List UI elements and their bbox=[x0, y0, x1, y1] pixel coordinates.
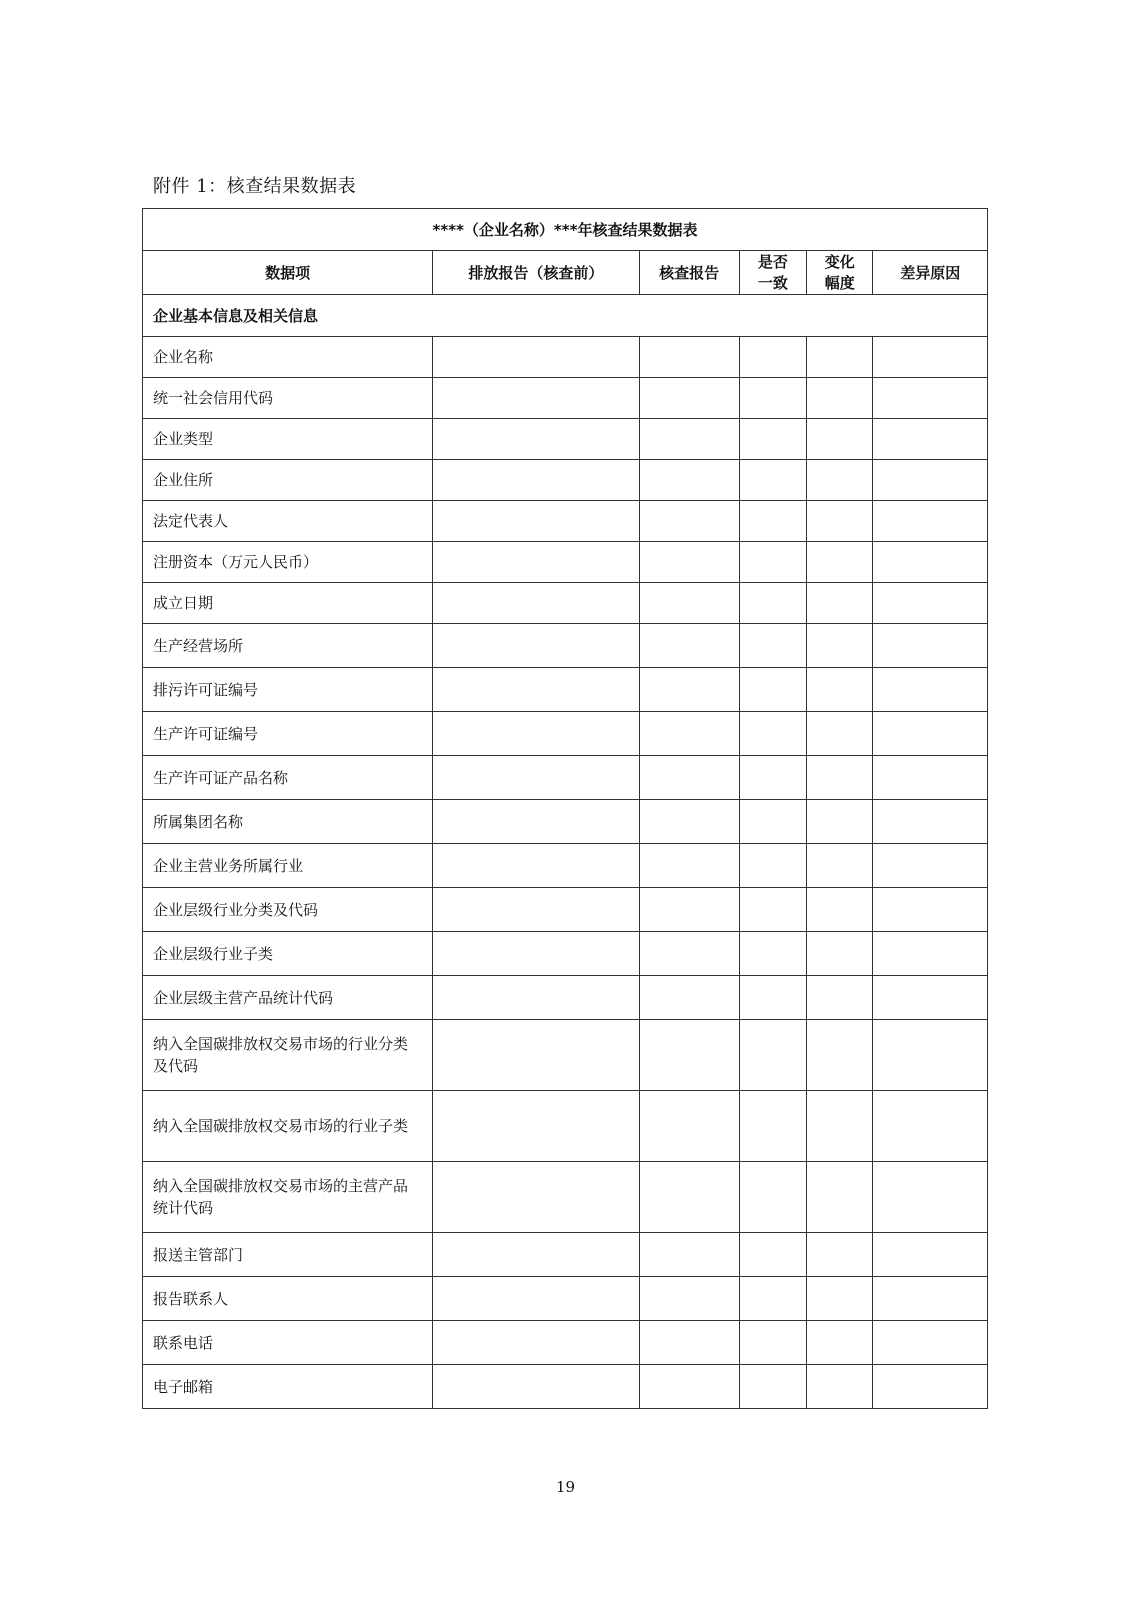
row-label: 纳入全国碳排放权交易市场的行业子类 bbox=[143, 1091, 433, 1162]
cell-change bbox=[807, 1277, 873, 1321]
header-change-line1: 变化 bbox=[824, 252, 855, 271]
cell-change bbox=[807, 844, 873, 888]
cell-consistent bbox=[739, 844, 806, 888]
cell-change bbox=[807, 976, 873, 1020]
cell-verified bbox=[639, 501, 739, 542]
table-row bbox=[143, 1091, 988, 1162]
cell-reason bbox=[873, 712, 988, 756]
header-consistent bbox=[739, 251, 806, 295]
row-label: 企业类型 bbox=[143, 419, 433, 460]
cell-reason bbox=[873, 1365, 988, 1409]
cell-consistent bbox=[739, 1020, 806, 1091]
table-row bbox=[143, 542, 988, 583]
row-label: 企业层级主营产品统计代码 bbox=[143, 976, 433, 1020]
cell-verified bbox=[639, 932, 739, 976]
table-row bbox=[143, 800, 988, 844]
cell-change bbox=[807, 1321, 873, 1365]
row-label: 联系电话 bbox=[143, 1321, 433, 1365]
cell-change bbox=[807, 542, 873, 583]
table-row bbox=[143, 501, 988, 542]
cell-consistent bbox=[739, 624, 806, 668]
table-row bbox=[143, 1162, 988, 1233]
cell-before bbox=[433, 756, 639, 800]
row-label: 法定代表人 bbox=[143, 501, 433, 542]
cell-change bbox=[807, 501, 873, 542]
cell-change bbox=[807, 932, 873, 976]
cell-verified bbox=[639, 1162, 739, 1233]
cell-reason bbox=[873, 844, 988, 888]
cell-verified bbox=[639, 337, 739, 378]
section-row bbox=[143, 295, 988, 337]
cell-reason bbox=[873, 337, 988, 378]
cell-verified bbox=[639, 668, 739, 712]
cell-reason bbox=[873, 800, 988, 844]
table-row bbox=[143, 1277, 988, 1321]
row-label: 注册资本（万元人民币） bbox=[143, 542, 433, 583]
cell-verified bbox=[639, 1321, 739, 1365]
cell-change bbox=[807, 460, 873, 501]
cell-change bbox=[807, 583, 873, 624]
cell-before bbox=[433, 712, 639, 756]
cell-before bbox=[433, 624, 639, 668]
cell-change bbox=[807, 1091, 873, 1162]
table-row bbox=[143, 1321, 988, 1365]
cell-reason bbox=[873, 976, 988, 1020]
cell-before bbox=[433, 1020, 639, 1091]
row-label: 成立日期 bbox=[143, 583, 433, 624]
cell-before bbox=[433, 800, 639, 844]
table-row bbox=[143, 712, 988, 756]
verification-results-table bbox=[142, 208, 988, 1409]
section-title: 企业基本信息及相关信息 bbox=[143, 295, 988, 337]
cell-reason bbox=[873, 460, 988, 501]
header-consistent-line1: 是否 bbox=[757, 252, 788, 271]
table-caption-row bbox=[143, 209, 988, 251]
cell-before bbox=[433, 976, 639, 1020]
table-row bbox=[143, 1365, 988, 1409]
row-label: 企业住所 bbox=[143, 460, 433, 501]
cell-consistent bbox=[739, 712, 806, 756]
cell-consistent bbox=[739, 976, 806, 1020]
cell-consistent bbox=[739, 1277, 806, 1321]
row-label: 电子邮箱 bbox=[143, 1365, 433, 1409]
table-row bbox=[143, 337, 988, 378]
cell-reason bbox=[873, 1091, 988, 1162]
cell-verified bbox=[639, 800, 739, 844]
cell-consistent bbox=[739, 756, 806, 800]
cell-change bbox=[807, 378, 873, 419]
row-label: 企业主营业务所属行业 bbox=[143, 844, 433, 888]
row-label: 生产经营场所 bbox=[143, 624, 433, 668]
cell-consistent bbox=[739, 419, 806, 460]
row-label: 统一社会信用代码 bbox=[143, 378, 433, 419]
row-label: 所属集团名称 bbox=[143, 800, 433, 844]
cell-before bbox=[433, 844, 639, 888]
cell-reason bbox=[873, 1162, 988, 1233]
cell-consistent bbox=[739, 888, 806, 932]
cell-consistent bbox=[739, 1233, 806, 1277]
table-row bbox=[143, 976, 988, 1020]
cell-change bbox=[807, 337, 873, 378]
cell-verified bbox=[639, 460, 739, 501]
cell-change bbox=[807, 1162, 873, 1233]
cell-reason bbox=[873, 1233, 988, 1277]
cell-before bbox=[433, 583, 639, 624]
cell-reason bbox=[873, 1321, 988, 1365]
cell-verified bbox=[639, 378, 739, 419]
cell-reason bbox=[873, 501, 988, 542]
table-row bbox=[143, 668, 988, 712]
cell-consistent bbox=[739, 583, 806, 624]
cell-before bbox=[433, 1365, 639, 1409]
cell-consistent bbox=[739, 378, 806, 419]
cell-reason bbox=[873, 624, 988, 668]
cell-verified bbox=[639, 756, 739, 800]
cell-reason bbox=[873, 668, 988, 712]
row-label: 生产许可证编号 bbox=[143, 712, 433, 756]
cell-reason bbox=[873, 932, 988, 976]
row-label: 企业层级行业分类及代码 bbox=[143, 888, 433, 932]
table-row bbox=[143, 756, 988, 800]
cell-before bbox=[433, 419, 639, 460]
cell-before bbox=[433, 337, 639, 378]
cell-verified bbox=[639, 888, 739, 932]
table-row bbox=[143, 624, 988, 668]
row-label: 报告联系人 bbox=[143, 1277, 433, 1321]
row-label: 企业名称 bbox=[143, 337, 433, 378]
row-label: 企业层级行业子类 bbox=[143, 932, 433, 976]
cell-before bbox=[433, 1091, 639, 1162]
cell-verified bbox=[639, 976, 739, 1020]
cell-consistent bbox=[739, 337, 806, 378]
cell-consistent bbox=[739, 501, 806, 542]
header-data-item: 数据项 bbox=[143, 251, 433, 295]
cell-change bbox=[807, 888, 873, 932]
cell-reason bbox=[873, 583, 988, 624]
table-row bbox=[143, 888, 988, 932]
cell-change bbox=[807, 756, 873, 800]
cell-change bbox=[807, 419, 873, 460]
cell-reason bbox=[873, 378, 988, 419]
cell-verified bbox=[639, 542, 739, 583]
row-label: 报送主管部门 bbox=[143, 1233, 433, 1277]
cell-consistent bbox=[739, 460, 806, 501]
page-number: 19 bbox=[555, 1478, 576, 1496]
header-difference-reason: 差异原因 bbox=[873, 251, 988, 295]
cell-before bbox=[433, 932, 639, 976]
table-header-row bbox=[143, 251, 988, 295]
cell-before bbox=[433, 888, 639, 932]
cell-consistent bbox=[739, 1162, 806, 1233]
cell-reason bbox=[873, 756, 988, 800]
header-change-line2: 幅度 bbox=[824, 273, 855, 292]
cell-before bbox=[433, 1321, 639, 1365]
cell-reason bbox=[873, 542, 988, 583]
cell-verified bbox=[639, 1020, 739, 1091]
cell-consistent bbox=[739, 668, 806, 712]
table-row bbox=[143, 419, 988, 460]
cell-change bbox=[807, 1020, 873, 1091]
header-verification-report: 核查报告 bbox=[639, 251, 739, 295]
cell-consistent bbox=[739, 800, 806, 844]
cell-reason bbox=[873, 1020, 988, 1091]
table-row bbox=[143, 932, 988, 976]
header-consistent-line2: 一致 bbox=[757, 273, 788, 292]
table-row bbox=[143, 378, 988, 419]
table-row bbox=[143, 1020, 988, 1091]
cell-before bbox=[433, 460, 639, 501]
cell-consistent bbox=[739, 1365, 806, 1409]
cell-verified bbox=[639, 624, 739, 668]
table-row bbox=[143, 844, 988, 888]
cell-reason bbox=[873, 888, 988, 932]
cell-verified bbox=[639, 1091, 739, 1162]
cell-before bbox=[433, 668, 639, 712]
cell-change bbox=[807, 800, 873, 844]
table-row bbox=[143, 583, 988, 624]
row-label: 纳入全国碳排放权交易市场的主营产品统计代码 bbox=[143, 1162, 433, 1233]
cell-change bbox=[807, 624, 873, 668]
cell-change bbox=[807, 1365, 873, 1409]
cell-before bbox=[433, 1162, 639, 1233]
table-caption: ****（企业名称）***年核查结果数据表 bbox=[143, 209, 988, 251]
cell-before bbox=[433, 378, 639, 419]
cell-consistent bbox=[739, 1321, 806, 1365]
cell-before bbox=[433, 1233, 639, 1277]
row-label: 排污许可证编号 bbox=[143, 668, 433, 712]
header-change-range bbox=[807, 251, 873, 295]
cell-verified bbox=[639, 844, 739, 888]
row-label: 生产许可证产品名称 bbox=[143, 756, 433, 800]
cell-consistent bbox=[739, 932, 806, 976]
cell-verified bbox=[639, 419, 739, 460]
cell-change bbox=[807, 668, 873, 712]
cell-verified bbox=[639, 712, 739, 756]
cell-reason bbox=[873, 419, 988, 460]
cell-verified bbox=[639, 583, 739, 624]
cell-before bbox=[433, 1277, 639, 1321]
row-label: 纳入全国碳排放权交易市场的行业分类及代码 bbox=[143, 1020, 433, 1091]
cell-verified bbox=[639, 1365, 739, 1409]
table-row bbox=[143, 460, 988, 501]
cell-before bbox=[433, 501, 639, 542]
attachment-title: 附件 1：核查结果数据表 bbox=[153, 176, 357, 197]
cell-change bbox=[807, 712, 873, 756]
cell-verified bbox=[639, 1277, 739, 1321]
cell-consistent bbox=[739, 1091, 806, 1162]
cell-verified bbox=[639, 1233, 739, 1277]
cell-reason bbox=[873, 1277, 988, 1321]
cell-consistent bbox=[739, 542, 806, 583]
cell-change bbox=[807, 1233, 873, 1277]
table-row bbox=[143, 1233, 988, 1277]
cell-before bbox=[433, 542, 639, 583]
header-emission-report-before: 排放报告（核查前） bbox=[433, 251, 639, 295]
